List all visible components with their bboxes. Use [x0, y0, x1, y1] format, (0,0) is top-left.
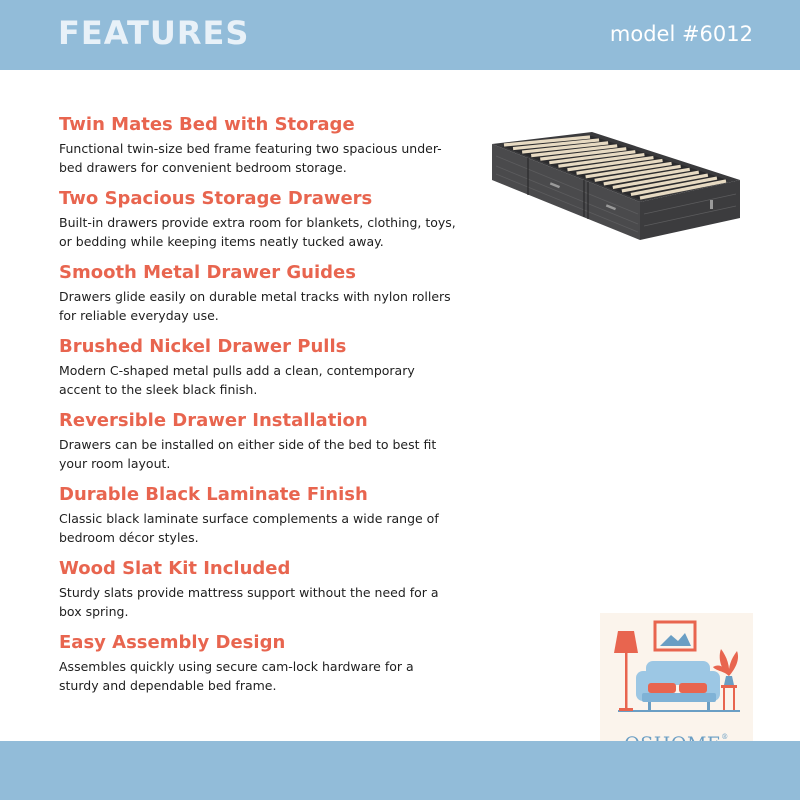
feature-description-line: Assembles quickly using secure cam-lock hardware for a — [59, 659, 414, 674]
registered-mark: ® — [721, 733, 729, 741]
feature-description-line: bedroom décor styles. — [59, 530, 199, 545]
feature-item — [59, 113, 479, 177]
feature-description — [59, 435, 469, 473]
feature-item — [59, 261, 479, 325]
feature-title: Durable Black Laminate Finish — [59, 484, 368, 505]
feature-item — [59, 187, 479, 251]
page-title: FEATURES — [58, 14, 250, 52]
feature-description — [59, 287, 469, 325]
feature-description-line: Drawers glide easily on durable metal tracks with nylon rollers — [59, 289, 451, 304]
feature-description — [59, 139, 469, 177]
feature-description-line: Drawers can be installed on either side of the bed to best fit — [59, 437, 437, 452]
feature-title: Wood Slat Kit Included — [59, 558, 291, 579]
feature-description — [59, 361, 469, 399]
feature-title: Twin Mates Bed with Storage — [59, 114, 355, 135]
feature-description-line: Modern C-shaped metal pulls add a clean, contemporary — [59, 363, 415, 378]
feature-item — [59, 631, 479, 695]
feature-description — [59, 213, 469, 251]
feature-description — [59, 583, 469, 621]
footer-banner — [0, 741, 800, 800]
feature-description-line: Sturdy slats provide mattress support without the need for a — [59, 585, 439, 600]
feature-title: Brushed Nickel Drawer Pulls — [59, 336, 347, 357]
feature-description-line: accent to the sleek black finish. — [59, 382, 258, 397]
feature-description-line: box spring. — [59, 604, 129, 619]
feature-item — [59, 409, 479, 473]
header-banner — [0, 0, 800, 70]
feature-item — [59, 557, 479, 621]
model-number: model #6012 — [609, 22, 753, 46]
feature-title: Reversible Drawer Installation — [59, 410, 368, 431]
feature-description-line: or bedding while keeping items neatly tucked away. — [59, 234, 384, 249]
feature-description-line: Built-in drawers provide extra room for blankets, clothing, toys, — [59, 215, 456, 230]
feature-description-line: bed drawers for convenient bedroom storage. — [59, 160, 347, 175]
feature-item — [59, 483, 479, 547]
living-room-illustration-icon — [600, 613, 753, 733]
feature-title: Two Spacious Storage Drawers — [59, 188, 373, 209]
feature-list — [59, 113, 479, 705]
feature-description — [59, 657, 469, 695]
feature-description-line: for reliable everyday use. — [59, 308, 219, 323]
feature-description-line: sturdy and dependable bed frame. — [59, 678, 277, 693]
feature-title: Easy Assembly Design — [59, 632, 286, 653]
feature-title: Smooth Metal Drawer Guides — [59, 262, 356, 283]
feature-description-line: your room layout. — [59, 456, 171, 471]
feature-description-line: Functional twin-size bed frame featuring two spacious under- — [59, 141, 442, 156]
feature-item — [59, 335, 479, 399]
feature-description-line: Classic black laminate surface complements a wide range of — [59, 511, 439, 526]
bed-product-image — [488, 122, 744, 242]
feature-description — [59, 509, 469, 547]
